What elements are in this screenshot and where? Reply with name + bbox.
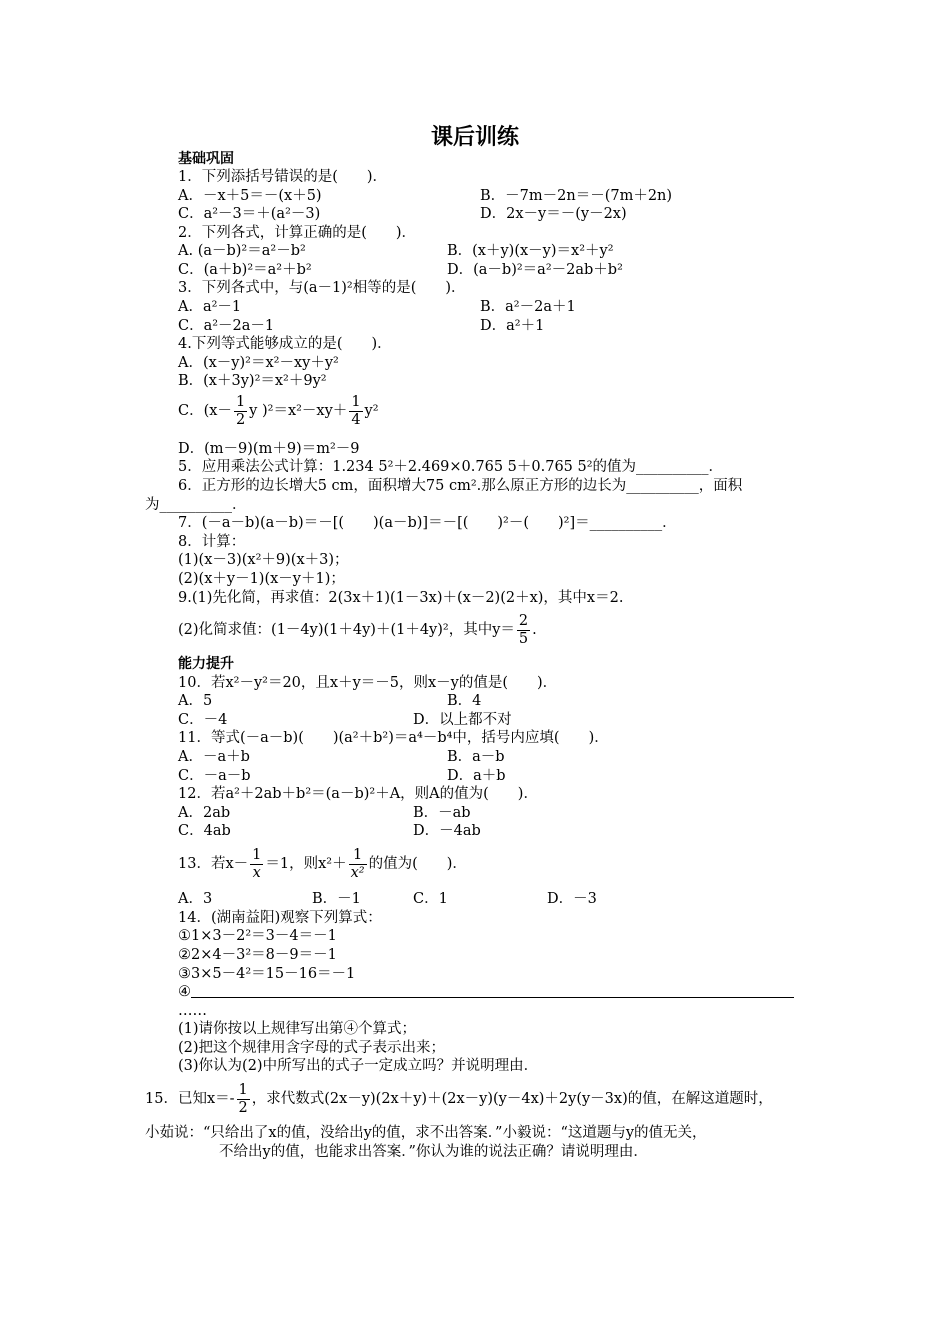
q2-option-d: D．(a－b)²＝a²－2ab＋b²	[447, 262, 623, 278]
q13-option-d: D．－3	[547, 891, 597, 907]
q2-option-c: C．(a＋b)²＝a²＋b²	[178, 262, 312, 278]
q1-option-b: B．－7m－2n＝－(7m＋2n)	[480, 188, 673, 204]
fraction-denominator: 2	[235, 411, 246, 428]
q5-text: 5．应用乘法公式计算：1.234 5²＋2.469×0.765 5＋0.765 5²的值为__________．	[178, 459, 724, 475]
q10-option-a: A．5	[178, 693, 213, 709]
q10-option-c: C．－4	[178, 712, 228, 728]
fraction-numerator: 1	[252, 846, 262, 863]
q14-part2: (2)把这个规律用含字母的式子表示出来；	[178, 1040, 446, 1056]
q8-part1: (1)(x－3)(x²＋9)(x＋3)；	[178, 552, 349, 568]
q10-option-b: B．4	[447, 693, 482, 709]
q4-option-c	[178, 393, 379, 429]
q9-part2	[178, 612, 537, 648]
page-title: 课后训练	[430, 125, 519, 150]
q3-option-b: B．a²－2a＋1	[480, 299, 576, 315]
q9-part2-end: .	[532, 622, 537, 638]
q13-option-b: B．－1	[312, 891, 361, 907]
fraction-denominator: x²	[350, 864, 365, 881]
q14-line4-label: ④	[178, 984, 191, 1000]
q12-stem: 12．若a²＋2ab＋b²＝(a－b)²＋A，则A的值为( )．	[178, 786, 538, 802]
q8-part2: (2)(x＋y－1)(x－y＋1)；	[178, 571, 345, 587]
q13-suffix: 的值为( )．	[368, 856, 467, 872]
q11-option-a: A．－a＋b	[178, 749, 250, 765]
q14-stem: 14．(湖南益阳)观察下列算式：	[178, 910, 382, 926]
q2-option-b: B．(x＋y)(x－y)＝x²＋y²	[447, 243, 614, 259]
fraction-denominator: 2	[238, 1099, 248, 1116]
q7-text: 7．(－a－b)(a－b)＝－[( )(a－b)]＝－[( )²－( )²]＝__________．	[178, 515, 677, 531]
fraction-numerator: 1	[351, 393, 361, 410]
q6-line1: 6．正方形的边长增大5 cm，面积增大75 cm².那么原正方形的边长为__________，面积	[178, 478, 743, 494]
fraction-denominator: 5	[518, 630, 529, 647]
q9-part2-text: (2)化简求值：(1－4y)(1＋4y)＋(1＋4y)²，其中y＝	[178, 622, 515, 638]
q10-stem: 10．若x²－y²＝20，且x＋y＝－5，则x－y的值是( )．	[178, 675, 558, 691]
q12-option-a: A．2ab	[178, 805, 231, 821]
fraction-one-quarter	[349, 394, 362, 429]
q6-line2: 为__________．	[145, 497, 247, 513]
q4-c-suffix: y²	[364, 403, 379, 419]
q1-option-a: A．－x＋5＝－(x＋5)	[178, 188, 322, 204]
fraction-numerator: 1	[238, 1081, 248, 1098]
q3-stem: 3．下列各式中，与(a－1)²相等的是( )．	[178, 280, 466, 296]
q8-stem: 8．计算：	[178, 534, 246, 550]
section-heading: 能力提升	[178, 656, 234, 672]
q4-option-d: D．(m－9)(m＋9)＝m²－9	[178, 441, 360, 457]
fraction-denominator: x	[250, 864, 263, 882]
q12-option-c: C．4ab	[178, 823, 231, 839]
q4-option-a: A．(x－y)²＝x²－xy＋y²	[178, 355, 339, 371]
q11-option-d: D．a＋b	[447, 768, 506, 784]
q2-option-a: A. (a－b)²＝a²－b²	[178, 243, 306, 259]
fraction-numerator: 1	[235, 393, 246, 410]
q2-stem: 2．下列各式，计算正确的是( )．	[178, 225, 417, 241]
q3-option-c: C．a²－2a－1	[178, 318, 275, 334]
q14-part1: (1)请你按以上规律写出第④个算式；	[178, 1021, 417, 1037]
q4-stem: 4.下列等式能够成立的是( )．	[178, 336, 392, 352]
q14-line3: ③3×5－4²＝15－16＝－1	[178, 966, 356, 982]
q3-option-d: D．a²＋1	[480, 318, 545, 334]
q3-option-a: A．a²－1	[178, 299, 242, 315]
q11-option-c: C．－a－b	[178, 768, 251, 784]
q11-option-b: B．a－b	[447, 749, 505, 765]
q15-line1	[145, 1080, 773, 1118]
q4-option-b: B．(x＋3y)²＝x²＋9y²	[178, 373, 327, 389]
q1-option-c: C．a²－3＝＋(a²－3)	[178, 206, 321, 222]
q15-line3: 不给出y的值，也能求出答案．”你认为谁的说法正确？请说明理由．	[219, 1144, 648, 1160]
fraction-numerator: 1	[352, 846, 363, 863]
q12-option-b: B．－ab	[413, 805, 471, 821]
q14-line1: ①1×3－2²＝3－4＝－1	[178, 928, 337, 944]
q13-middle: ＝1，则x²＋	[265, 856, 347, 872]
q13-prefix: 13．若x－	[178, 856, 249, 872]
q12-option-d: D．－4ab	[413, 823, 481, 839]
fraction-one-half	[237, 1082, 250, 1117]
q15-suffix: ，求代数式(2x－y)(2x＋y)＋(2x－y)(y－4x)＋2y(y－3x)的值，在解这道题时，	[251, 1091, 773, 1107]
q13-option-c: C．1	[413, 891, 448, 907]
answer-blank-line	[191, 997, 794, 998]
q9-part1: 9.(1)先化简，再求值：2(3x＋1)(1－3x)＋(x－2)(2＋x)，其中x＝2.	[178, 590, 624, 606]
q4-c-middle: y )²＝x²－xy＋	[249, 403, 348, 419]
section-heading: 基础巩固	[178, 151, 234, 167]
fraction-denominator: 4	[351, 411, 361, 428]
q13-option-a: A．3	[178, 891, 213, 907]
q14-line2: ②2×4－3²＝8－9＝－1	[178, 947, 337, 963]
q1-stem: 1．下列添括号错误的是( )．	[178, 169, 388, 185]
q14-part3: (3)你认为(2)中所写出的式子一定成立吗？并说明理由．	[178, 1058, 539, 1074]
fraction-one-over-x	[250, 847, 263, 882]
q15-line2: 小茹说：“只给出了x的值，没给出y的值，求不出答案．”小毅说：“这道题与y的值无关，	[145, 1125, 707, 1141]
fraction-numerator: 2	[518, 612, 529, 629]
q11-stem: 11．等式(－a－b)( )(a²＋b²)＝a⁴－b⁴中，括号内应填( )．	[178, 730, 609, 746]
q1-option-d: D．2x－y＝－(y－2x)	[480, 206, 627, 222]
fraction-one-over-x-squared	[349, 847, 367, 882]
q14-ellipsis: ……	[178, 1003, 207, 1019]
q10-option-d: D．以上都不对	[413, 712, 512, 728]
q14-line4	[178, 983, 794, 1001]
fraction-two-fifths	[517, 613, 530, 648]
q13-stem	[178, 845, 467, 883]
q15-prefix: 15．已知x＝-	[145, 1091, 235, 1107]
q4-c-prefix: C．(x－	[178, 403, 232, 419]
fraction-one-half	[234, 394, 247, 429]
